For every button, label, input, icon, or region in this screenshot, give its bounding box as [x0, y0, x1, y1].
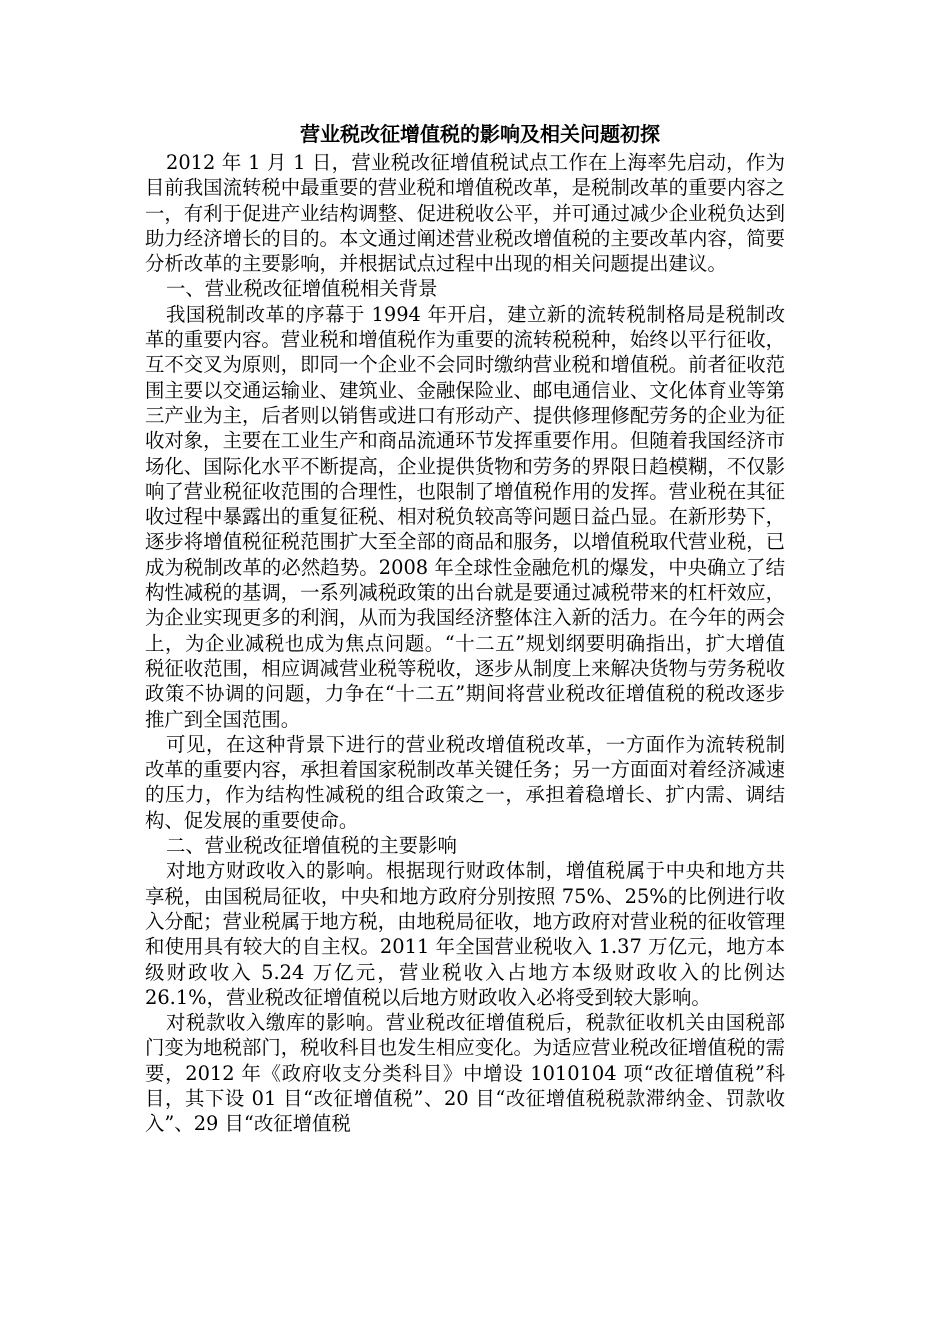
section-heading: 一、营业税改征增值税相关背景: [166, 277, 438, 301]
section-heading: 二、营业税改征增值税的主要影响: [166, 834, 457, 858]
body-paragraph: 2012 年 1 月 1 日，营业税改征增值税试点工作在上海率先启动，作为目前我国流转税中最重要的营业税和增值税改革，是税制改革的重要内容之一，有利于促进产业结构调整、促进税收公平，并可通过减少企业税负达到助力经济增长的目的。本文通过阐述营业税改增值税的主要改革内容，简要分析改革的主要影响，并根据试点过程中出现的相关问题提出建议。: [145, 151, 785, 276]
body-paragraph: 我国税制改革的序幕于 1994 年开启，建立新的流转税制格局是税制改革的重要内容。营业税和增值税作为重要的流转税税种，始终以平行征收，互不交叉为原则，即同一个企业不会同时缴纳营业税和增值税。前者征收范围主要以交通运输业、建筑业、金融保险业、邮电通信业、文化体育业等第三产业为主，后者则以销售或进口有形动产、提供修理修配劳务的企业为征收对象，主要在工业生产和商品流通环节发挥重要作用。但随着我国经济市场化、国际化水平不断提高，企业提供货物和劳务的界限日趋模糊，不仅影响了营业税征收范围的合理性，也限制了增值税作用的发挥。营业税在其征收过程中暴露出的重复征税、相对税负较高等问题日益凸显。在新形势下，逐步将增值税征税范围扩大至全部的商品和服务，以增值税取代营业税，已成为税制改革的必然趋势。2008 年全球性金融危机的爆发，中央确立了结构性减税的基调，一系列减税政策的出台就是要通过减税带来的杠杆效应，为企业实现更多的利润，从而为我国经济整体注入新的活力。在今年的两会上，为企业减税也成为焦点问题。“十二五”规划纲要明确指出，扩大增值税征收范围，相应调减营业税等税收，逐步从制度上来解决货物与劳务税收政策不协调的问题，力争在“十二五”期间将营业税改征增值税的税改逐步推广到全国范围。: [145, 302, 785, 731]
body-paragraph: 对地方财政收入的影响。根据现行财政体制，增值税属于中央和地方共享税，由国税局征收，中央和地方政府分别按照 75%、25%的比例进行收入分配；营业税属于地方税，由地税局征收，地方政府对营业税的征收管理和使用具有较大的自主权。2011 年全国营业税收入 1.37 万亿元，地方本级财政收入 5.24 万亿元，营业税收入占地方本级财政收入的比例达 26.1%，营业税改征增值税以后地方财政收入必将受到较大影响。: [145, 859, 785, 1009]
body-paragraph: 对税款收入缴库的影响。营业税改征增值税后，税款征收机关由国税部门变为地税部门，税收科目也发生相应变化。为适应营业税改征增值税的需要，2012 年《政府收支分类科目》中增设 1010104 项“改征增值税”科目，其下设 01 目“改征增值税”、20 目“改征增值税税款滞纳金、罚款收入”、29 目“改征增值税: [145, 1011, 785, 1136]
body-paragraph: 可见，在这种背景下进行的营业税改增值税改革，一方面作为流转税制改革的重要内容，承担着国家税制改革关键任务；另一方面面对着经济减速的压力，作为结构性减税的组合政策之一，承担着稳增长、扩内需、调结构、促发展的重要使命。: [145, 732, 785, 832]
document-page: [145, 120, 785, 1137]
document-title: 营业税改征增值税的影响及相关问题初探: [300, 122, 660, 146]
document-body: [145, 150, 785, 1137]
